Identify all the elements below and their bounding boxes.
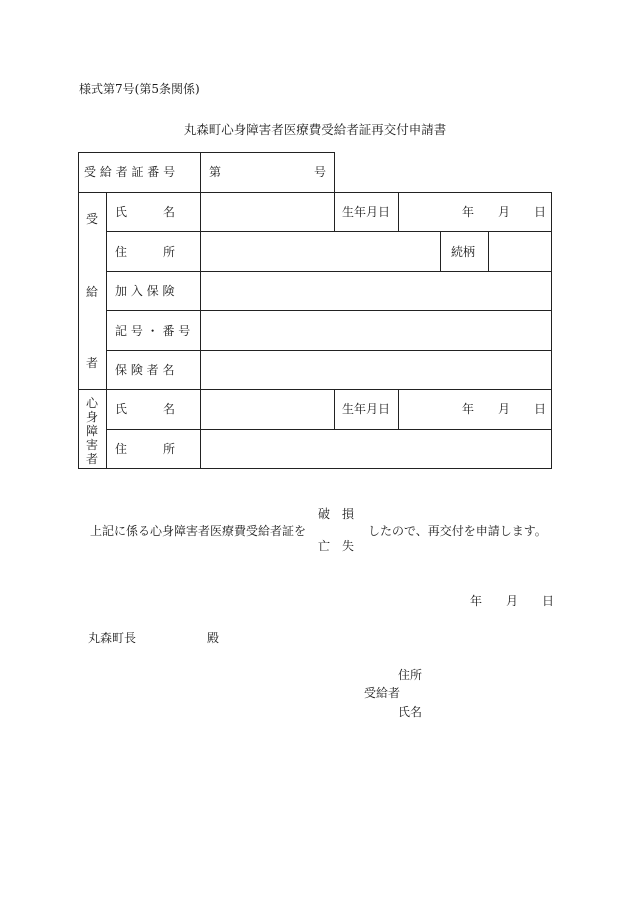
table-line — [78, 192, 552, 193]
cert-number-suffix: 号 — [314, 165, 327, 179]
table-line — [106, 271, 552, 272]
statement-option-lost: 亡 失 — [318, 539, 355, 553]
table-line — [78, 389, 552, 390]
addressee: 丸森町長 — [88, 631, 137, 645]
table-line — [551, 192, 552, 469]
patient-birthdate-placeholder: 年 月 日 — [462, 402, 547, 416]
recipient-address-label: 住 所 — [115, 245, 176, 259]
statement-suffix: したので、再交付を申請します。 — [368, 524, 547, 538]
relation-label: 続柄 — [451, 245, 476, 259]
form-number: 様式第7号(第5条関係) — [79, 82, 200, 96]
table-line — [440, 231, 441, 272]
patient-group-char-5: 者 — [85, 452, 98, 466]
patient-name-label: 氏 名 — [115, 402, 176, 416]
table-line — [398, 192, 399, 232]
patient-birthdate-label: 生年月日 — [342, 402, 391, 416]
applicant-address-label: 住所 — [398, 668, 423, 682]
table-line — [106, 350, 552, 351]
document-title: 丸森町心身障害者医療費受給者証再交付申請書 — [183, 122, 447, 137]
statement-option-damaged: 破 損 — [318, 507, 355, 521]
recipient-group-label-1: 受 — [85, 212, 98, 226]
statement-prefix: 上記に係る心身障害者医療費受給者証を — [90, 524, 307, 538]
insurance-label: 加 入 保 険 — [115, 284, 175, 298]
table-line — [106, 192, 107, 469]
table-line — [398, 389, 399, 429]
patient-group-label — [84, 396, 100, 466]
patient-address-label: 住 所 — [115, 442, 176, 456]
recipient-birthdate-label: 生年月日 — [342, 205, 391, 219]
application-date: 年 月 日 — [470, 594, 555, 608]
recipient-name-label: 氏 名 — [115, 205, 176, 219]
recipient-birthdate-placeholder: 年 月 日 — [462, 205, 547, 219]
table-line — [106, 429, 552, 430]
table-line — [106, 231, 552, 232]
patient-group-char-2: 身 — [85, 410, 98, 424]
cert-number-label: 受 給 者 証 番 号 — [84, 165, 176, 179]
table-line — [200, 152, 201, 469]
table-line — [334, 389, 335, 429]
table-line — [488, 231, 489, 272]
addressee-honorific: 殿 — [207, 631, 220, 645]
symbol-number-label: 記 号 ・ 番 号 — [115, 324, 191, 338]
table-line — [106, 310, 552, 311]
insurer-label: 保 険 者 名 — [115, 363, 175, 377]
table-line — [78, 468, 552, 469]
applicant-name-label: 氏名 — [398, 705, 423, 719]
table-line — [78, 152, 334, 153]
table-line — [78, 152, 79, 469]
patient-group-char-4: 害 — [85, 438, 98, 452]
patient-group-char-3: 障 — [85, 424, 98, 438]
recipient-group-label-3: 者 — [85, 356, 98, 370]
patient-group-char-1: 心 — [85, 396, 98, 410]
applicant-role-label: 受給者 — [364, 686, 401, 700]
recipient-group-label-2: 給 — [85, 285, 98, 299]
cert-number-prefix: 第 — [209, 165, 222, 179]
table-line — [334, 152, 335, 232]
